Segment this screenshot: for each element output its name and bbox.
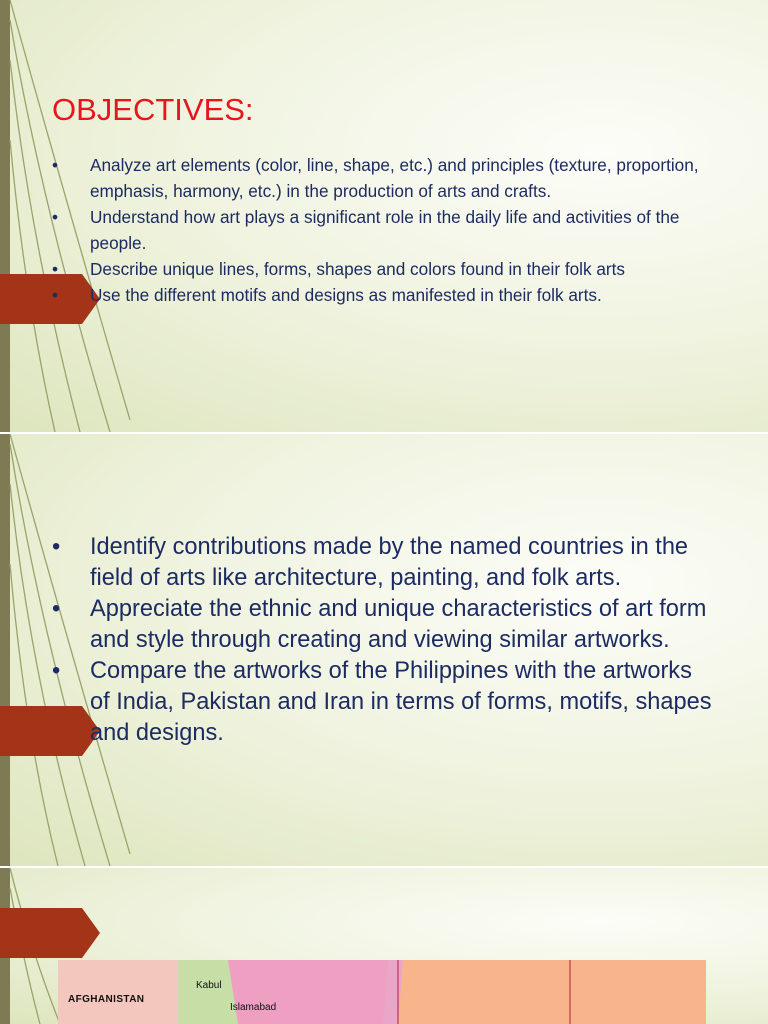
bullet-icon: • [52,285,59,305]
arrow-tab [0,274,100,324]
list-item: • Compare the artworks of the Philippines with the artworks of India, Pakistan and Iran in terms of forms, motifs, shapes and designs. [52,658,712,746]
list-item: • Use the different motifs and designs as manifested in their folk arts. [90,282,700,308]
map-label-city: Islamabad [230,1002,277,1013]
bullet-icon: • [52,259,59,279]
list-item: • Identify contributions made by the named countries in the field of arts like architecture, painting, and folk arts. [52,534,689,591]
bullet-icon: • [52,596,61,622]
objectives-list [52,532,715,749]
bullet-icon: • [52,534,61,560]
slide-objectives [0,0,768,432]
map-label-city: Kabul [196,980,222,991]
slide-objectives-continued [0,434,768,866]
page-title: OBJECTIVES: [52,92,254,127]
list-item: • Appreciate the ethnic and unique characteristics of art form and style through creating and viewing similar artworks. [52,596,707,653]
bullet-icon: • [52,207,59,227]
arrow-tab [0,908,100,958]
arrow-tab [0,706,100,756]
map-image [58,960,706,1024]
bullet-icon: • [52,658,61,684]
map-label-country: AFGHANISTAN [68,994,145,1005]
list-item: • Analyze art elements (color, line, shape, etc.) and principles (texture, proportion, emphasis, harmony, etc.) in the production of arts and crafts. [90,152,700,204]
objectives-list [52,152,700,308]
list-item: • Understand how art plays a significant role in the daily life and activities of the people. [90,204,700,256]
bullet-icon: • [52,155,59,175]
map-regions [58,960,706,1024]
list-item: • Describe unique lines, forms, shapes and colors found in their folk arts [90,256,700,282]
